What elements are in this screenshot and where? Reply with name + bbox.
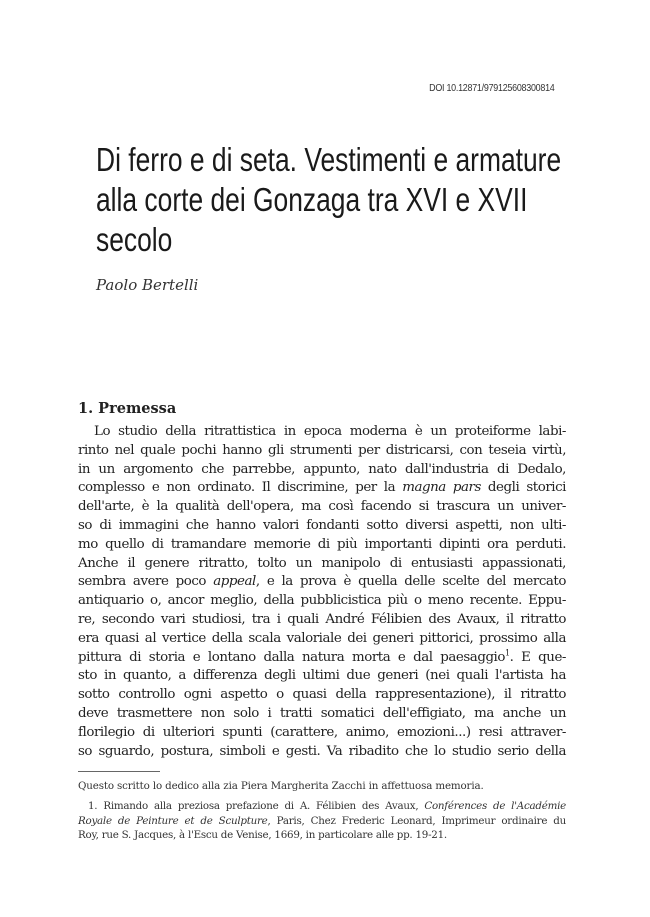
body-line: era quasi al vertice della scala valoriale dei generi pittorici, prossimo alla [78,630,566,646]
doi-label: DOI 10.12871/979125608300814 [428,82,554,94]
italic-term: magna pars [402,480,481,496]
body-line: in un argomento che parrebbe, appunto, nato dall'industria di Dedalo, [78,461,566,477]
footnote-reference[interactable]: 1 [505,648,510,658]
body-line: Lo studio della ritrattistica in epoca moderna è un proteiforme labi- [94,424,566,439]
italic-term: appeal [213,574,256,590]
footnote-1 [78,799,566,843]
body-line: sto in quanto, a differenza degli ultimi due generi (nei quali l'artista ha [78,668,566,684]
body-text-segment: sembra avere poco [78,574,214,590]
footnote-line [78,814,566,829]
body-text-segment: complesso e non ordinato. Il discrimine, per la [78,480,403,496]
footnote-line: Roy, rue S. Jacques, à l'Escu de Venise, 1669, in particolare alle pp. 19-21. [78,829,447,841]
footnote-work-title: Conférences de l'Académie [424,800,566,812]
article-title [96,140,568,260]
body-line: so sguardo, postura, simboli e gesti. Va ribadito che lo studio serio della [78,743,566,759]
body-text-segment: pittura di storia e lontano dalla natura morta e dal paesaggio [78,649,506,665]
body-text-segment: , e la prova è quella delle scelte del mercato [255,574,566,590]
body-line [78,573,566,592]
body-line: florilegio di ulteriori spunti (carattere, animo, emozioni...) resi attraver- [78,724,566,740]
body-line: antiquario o, ancor meglio, della pubblicistica più o meno recente. Eppu- [78,593,566,609]
body-text-segment: degli storici [480,480,566,496]
footnote-text-segment: 1. Rimando alla preziosa prefazione di A. Félibien des Avaux, [88,800,425,812]
footnote-divider [78,771,160,772]
body-line: dell'arte, è la qualità dell'opera, ma così facendo si trascura un univer- [78,499,566,515]
footnote-work-title: Royale de Peinture et de Sculpture [78,814,268,827]
section-heading: 1. Premessa [78,400,177,417]
title-line-2: alla corte dei Gonzaga tra XVI e XVII [96,181,528,218]
title-line-3: secolo [96,221,173,258]
body-line: rinto nel quale pochi hanno gli strumenti per districarsi, con teseia virtù, [78,442,566,458]
body-paragraph [78,423,566,761]
body-line: sotto controllo ogni aspetto o quasi della rappresentazione), il ritratto [78,687,566,703]
body-line [78,479,566,498]
body-line: deve trasmettere non solo i tratti somatici dell'effigiato, ma anche un [78,705,566,721]
footnote-text-segment: , Paris, Chez Frederic Leonard, Imprimeur ordinaire du [267,814,567,827]
dedication-note: Questo scritto lo dedico alla zia Piera Margherita Zacchi in affettuosa memoria. [78,780,484,792]
body-line: Anche il genere ritratto, tolto un manipolo di entusiasti appassionati, [78,555,566,571]
body-line: mo quello di tramandare memorie di più importanti dipinti ora perduti. [78,536,566,552]
footnote-line [78,799,566,814]
body-line: so di immagini che hanno valori fondanti sotto diversi aspetti, non ulti- [78,517,566,533]
body-line: re, secondo vari studiosi, tra i quali André Félibien des Avaux, il ritratto [78,611,566,627]
title-line-1: Di ferro e di seta. Vestimenti e armature [96,141,562,178]
body-text-segment: . E que- [509,649,566,665]
body-line [78,649,566,668]
author-name: Paolo Bertelli [96,276,199,294]
